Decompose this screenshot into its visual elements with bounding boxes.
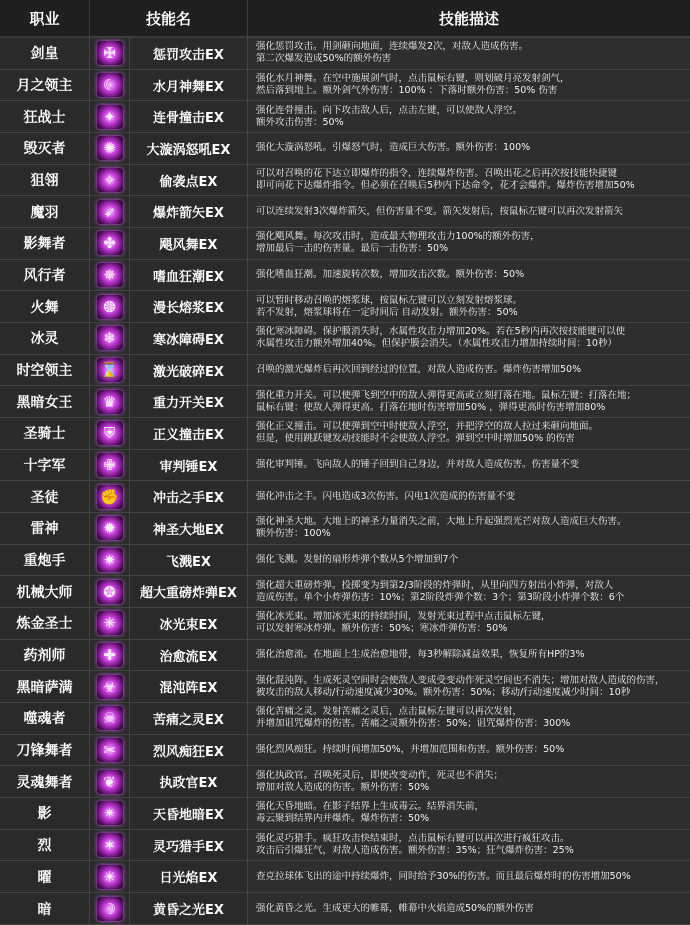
- class-name: 暗: [0, 893, 90, 925]
- description-line: 强化治愈流。在地面上生成治愈地带，每3秒解除减益效果，恢复所有HP的3%: [256, 649, 585, 661]
- skill-name: 飞溅EX: [130, 545, 248, 577]
- skill-icon-cell: [90, 260, 130, 292]
- fist-icon: ✊: [97, 485, 123, 509]
- table-row: [0, 38, 690, 70]
- skill-description: [248, 893, 690, 925]
- ice-icon: ❄: [97, 326, 123, 350]
- class-name: 狙翎: [0, 165, 90, 197]
- table-row: [0, 418, 690, 450]
- class-name: 魔羽: [0, 196, 90, 228]
- description-line: 强化神圣大地。大地上的神圣力量消失之前，大地上升起强烈光芒对敌人造成巨大伤害。: [256, 516, 627, 528]
- skill-name: 审判锤EX: [130, 450, 248, 482]
- table-row: [0, 70, 690, 102]
- chaos-icon: ☣: [97, 675, 123, 699]
- skill-name: 大漩涡怒吼EX: [130, 133, 248, 165]
- skill-description: [248, 608, 690, 640]
- description-line: 强化冰光束。增加冰光束的持续时间，发射光束过程中点击鼠标左键，: [256, 611, 551, 623]
- claw-icon: ✦: [97, 105, 123, 129]
- table-row: [0, 323, 690, 355]
- force-icon: ♛: [97, 390, 123, 414]
- skill-name: 爆炸箭矢EX: [130, 196, 248, 228]
- skill-icon-cell: [90, 703, 130, 735]
- skill-description: [248, 228, 690, 260]
- table-row: [0, 861, 690, 893]
- skill-description: [248, 38, 690, 70]
- skill-icon-cell: [90, 513, 130, 545]
- moon-icon: ☾: [97, 73, 123, 97]
- skill-description: [248, 640, 690, 672]
- skill-icon-cell: [90, 355, 130, 387]
- class-name: 月之领主: [0, 70, 90, 102]
- blade-icon: ✂: [97, 738, 123, 762]
- skill-icon-cell: [90, 830, 130, 862]
- description-line: 第二次爆发造成50%的额外伤害: [256, 53, 392, 65]
- class-name: 时空领主: [0, 355, 90, 387]
- class-name: 噬魂者: [0, 703, 90, 735]
- skill-description: [248, 133, 690, 165]
- description-line: 即可向花下达爆炸指令。但必须在召唤后5秒内下达命令，花才会爆炸。爆炸伤害增加50%: [256, 180, 635, 192]
- description-line: 鼠标右键：使敌人弹得更高。打落在地时伤害增加50% ，弹得更高时伤害增加80%: [256, 401, 606, 413]
- skill-description: [248, 450, 690, 482]
- bomb-icon: ✪: [97, 580, 123, 604]
- class-name: 机械大师: [0, 576, 90, 608]
- description-line: 强化飞溅。发射的扇形炸弹个数从5个增加到7个: [256, 554, 459, 566]
- description-line: 强化烈风痴狂。持续时间增加50%，并增加范围和伤害。额外伤害：50%: [256, 744, 565, 756]
- spirit-icon: ❦: [97, 770, 123, 794]
- skill-description: [248, 671, 690, 703]
- skill-description: [248, 165, 690, 197]
- table-row: [0, 608, 690, 640]
- description-line: 增加最后一击的伤害量。最后一击伤害：50%: [256, 243, 449, 255]
- description-line: 召唤的激光爆炸后再次回到经过的位置，对敌人造成伤害。爆炸伤害增加50%: [256, 364, 582, 376]
- table-row: [0, 196, 690, 228]
- skill-icon-cell: [90, 798, 130, 830]
- description-line: 强化连骨撞击。向下攻击敌人后，点击左键，可以使敌人浮空。: [256, 104, 523, 116]
- skill-icon-cell: [90, 671, 130, 703]
- skill-icon-cell: [90, 386, 130, 418]
- skill-name: 连骨撞击EX: [130, 101, 248, 133]
- hammer-icon: ✙: [97, 453, 123, 477]
- description-line: 强化混沌阵。生成死灵空间时会使敌人变成受变动作死灵空间也不消失；增加对敌人造成的伤害，: [256, 674, 665, 686]
- skill-name: 激光破碎EX: [130, 355, 248, 387]
- skill-icon-cell: [90, 481, 130, 513]
- skill-name: 冲击之手EX: [130, 481, 248, 513]
- skill-name: 神圣大地EX: [130, 513, 248, 545]
- class-name: 曜: [0, 861, 90, 893]
- soul-icon: ☠: [97, 706, 123, 730]
- skill-name: 偷袭点EX: [130, 165, 248, 197]
- dusk-icon: ☽: [97, 897, 123, 921]
- table-row: [0, 260, 690, 292]
- description-line: 攻击后引爆狂气，对敌人造成伤害。额外伤害：35%；狂气爆炸伤害：25%: [256, 845, 574, 857]
- description-line: 可以连续发射3次爆炸箭矢，但伤害量不变。箭矢发射后，按鼠标左键可以再次发射箭矢: [256, 205, 624, 217]
- description-line: 但是，使用跳跃键发动技能时不会使敌人浮空。弹到空中时增加50% 的伤害: [256, 433, 575, 445]
- description-line: 并增加诅咒爆炸的伤害。苦痛之灵额外伤害：50%；诅咒爆炸伤害：300%: [256, 718, 571, 730]
- class-name: 剑皇: [0, 38, 90, 70]
- class-name: 炼金圣士: [0, 608, 90, 640]
- description-line: 强化苦痛之灵。发射苦痛之灵后，点击鼠标左键可以再次发射，: [256, 706, 523, 718]
- whirl-icon: ✵: [97, 263, 123, 287]
- earth-icon: ✹: [97, 516, 123, 540]
- skill-name: 飓风舞EX: [130, 228, 248, 260]
- skill-name: 黄昏之光EX: [130, 893, 248, 925]
- class-name: 十字军: [0, 450, 90, 482]
- class-name: 灵魂舞者: [0, 766, 90, 798]
- skill-icon-cell: [90, 576, 130, 608]
- skill-name: 超大重磅炸弹EX: [130, 576, 248, 608]
- skill-icon-cell: [90, 323, 130, 355]
- skill-description: [248, 196, 690, 228]
- skill-description: [248, 101, 690, 133]
- skill-description: [248, 260, 690, 292]
- table-row: [0, 450, 690, 482]
- skill-name: 水月神舞EX: [130, 70, 248, 102]
- skill-name: 日光焰EX: [130, 861, 248, 893]
- description-line: 增加对敌人造成的伤害。额外伤害：50%: [256, 781, 430, 793]
- table-row: [0, 735, 690, 767]
- class-name: 重炮手: [0, 545, 90, 577]
- skill-icon-cell: [90, 450, 130, 482]
- class-name: 影: [0, 798, 90, 830]
- skill-description: [248, 545, 690, 577]
- table-row: [0, 640, 690, 672]
- class-name: 风行者: [0, 260, 90, 292]
- description-line: 额外攻击伤害：50%: [256, 116, 344, 128]
- skill-description: [248, 735, 690, 767]
- skill-description: [248, 576, 690, 608]
- skill-icon-cell: [90, 133, 130, 165]
- sun-icon: ☀: [97, 865, 123, 889]
- description-line: 查克拉球体飞出的途中持续爆炸，同时给予30%的伤害。而且最后爆炸时的伤害增加50%: [256, 870, 631, 882]
- description-line: 强化飓风舞。每次攻击时，造成最大物理攻击力100%的额外伤害，: [256, 231, 540, 243]
- table-row: [0, 766, 690, 798]
- table-row: [0, 576, 690, 608]
- description-line: 强化寒冰障碍。保护膜消失时，水属性攻击力增加20%。若在5秒内再次按技能键可以使: [256, 326, 626, 338]
- class-name: 圣骑士: [0, 418, 90, 450]
- heal-icon: ✚: [97, 643, 123, 667]
- description-line: 强化冲击之手。闪电造成3次伤害。闪电1次造成的伤害量不变: [256, 490, 516, 502]
- description-line: 被攻击的敌人移动/行动速度减少30%。额外伤害：50%；移动/行动速度减少时间：10秒: [256, 686, 631, 698]
- sword-icon: ✠: [97, 41, 123, 65]
- hunter-icon: ✶: [97, 833, 123, 857]
- skill-description: [248, 418, 690, 450]
- class-name: 圣徒: [0, 481, 90, 513]
- table-row: [0, 671, 690, 703]
- class-name: 影舞者: [0, 228, 90, 260]
- skill-icon-cell: [90, 640, 130, 672]
- skill-name: 重力开关EX: [130, 386, 248, 418]
- class-name: 黑暗萨满: [0, 671, 90, 703]
- class-name: 火舞: [0, 291, 90, 323]
- skill-name: 混沌阵EX: [130, 671, 248, 703]
- class-name: 雷神: [0, 513, 90, 545]
- skill-name: 惩罚攻击EX: [130, 38, 248, 70]
- class-name: 烈: [0, 830, 90, 862]
- table-row: [0, 355, 690, 387]
- table-row: [0, 893, 690, 925]
- skill-name: 执政官EX: [130, 766, 248, 798]
- table-row: [0, 481, 690, 513]
- description-line: 强化审判锤。飞向敌人的锤子回到自己身边，并对敌人造成伤害。伤害量不变: [256, 459, 580, 471]
- class-name: 刀锋舞者: [0, 735, 90, 767]
- description-line: 强化黄昏之光。生成更大的帷幕，帷幕中火焰造成50%的额外伤害: [256, 902, 534, 914]
- skill-icon-cell: [90, 861, 130, 893]
- table-row: [0, 165, 690, 197]
- table-row: [0, 703, 690, 735]
- description-line: 可以对召唤的花下达立即爆炸的指令，连续爆炸伤害。召唤出花之后再次按技能快捷键: [256, 168, 618, 180]
- skill-icon-cell: [90, 766, 130, 798]
- description-line: 强化惩罚攻击。用剑砸向地面，连续爆发2次，对敌人造成伤害。: [256, 41, 529, 53]
- description-line: 强化执政官。召唤死灵后，即使改变动作，死灵也不消失；: [256, 769, 504, 781]
- description-line: 强化灵巧猎手。疯狂攻击快结束时，点击鼠标右键可以再次进行疯狂攻击。: [256, 833, 570, 845]
- table-row: [0, 798, 690, 830]
- skill-icon-cell: [90, 608, 130, 640]
- description-line: 若不发射，熔浆球将在一定时间后 自动发射。额外伤害：50%: [256, 306, 518, 318]
- description-line: 可以发射寒冰炸弹。额外伤害：50%；寒冰炸弹伤害：50%: [256, 623, 508, 635]
- class-name: 毁灭者: [0, 133, 90, 165]
- description-line: 强化正义撞击。可以使弹到空中时使敌人浮空，并把浮空的敌人拉过来砸向地面。: [256, 421, 599, 433]
- description-line: 水属性攻击力额外增加40%。但保护膜会消失。（水属性攻击力增加持续时间：10秒）: [256, 338, 617, 350]
- skill-icon-cell: [90, 196, 130, 228]
- cannon-icon: ✷: [97, 548, 123, 572]
- arrow-icon: ➶: [97, 200, 123, 224]
- skill-name: 灵巧猎手EX: [130, 830, 248, 862]
- time-icon: ⌛: [97, 358, 123, 382]
- description-line: 强化水月神舞。在空中施展剑气时，点击鼠标右键，则划破月亮发射剑气，: [256, 73, 570, 84]
- description-line: 毒云聚到结界内并爆炸。爆炸伤害：50%: [256, 813, 430, 825]
- shield-icon: ⛨: [97, 421, 123, 445]
- table-row: [0, 291, 690, 323]
- description-line: 强化大漩涡怒吼。引爆怒气时，造成巨大伤害。额外伤害：100%: [256, 142, 531, 154]
- skill-name: 漫长熔浆EX: [130, 291, 248, 323]
- beam-icon: ✳: [97, 611, 123, 635]
- description-line: 强化天昏地暗。在影子结界上生成毒云。结界消失前，: [256, 801, 485, 813]
- table-row: [0, 386, 690, 418]
- table-body: [0, 38, 690, 925]
- description-line: 额外伤害：100%: [256, 528, 331, 540]
- table-row: [0, 513, 690, 545]
- skill-description: [248, 291, 690, 323]
- wind-icon: ✤: [97, 231, 123, 255]
- dagger-icon: ✧: [97, 168, 123, 192]
- table-row: [0, 830, 690, 862]
- description-line: 可以暂时移动召唤的熔浆球，按鼠标左键可以立刻发射熔浆球。: [256, 294, 523, 306]
- class-name: 药剂师: [0, 640, 90, 672]
- table-row: [0, 545, 690, 577]
- shadow-icon: ✴: [97, 801, 123, 825]
- skill-description: [248, 766, 690, 798]
- description-line: 强化重力开关。可以使弹飞到空中的敌人弹得更高或立刻打落在地。鼠标左键：打落在地；: [256, 389, 637, 401]
- table-row: [0, 133, 690, 165]
- description-line: 强化超大重磅炸弹。投掷变为到第2/3阶段的炸弹时，从里向四方射出小炸弹，对敌人: [256, 579, 614, 591]
- skill-icon-cell: [90, 735, 130, 767]
- skill-name: 天昏地暗EX: [130, 798, 248, 830]
- skill-icon-cell: [90, 101, 130, 133]
- skill-icon-cell: [90, 545, 130, 577]
- header-skill: 技能名: [90, 0, 248, 38]
- skill-icon-cell: [90, 418, 130, 450]
- class-name: 冰灵: [0, 323, 90, 355]
- skill-name: 寒冰障碍EX: [130, 323, 248, 355]
- skill-description: [248, 513, 690, 545]
- fire-icon: ❂: [97, 295, 123, 319]
- skill-name: 苦痛之灵EX: [130, 703, 248, 735]
- table-row: [0, 101, 690, 133]
- skill-name: 嗜血狂潮EX: [130, 260, 248, 292]
- skill-description: [248, 798, 690, 830]
- skill-description: [248, 355, 690, 387]
- skill-name: 治愈流EX: [130, 640, 248, 672]
- skill-description: [248, 386, 690, 418]
- vortex-icon: ✺: [97, 136, 123, 160]
- skill-icon-cell: [90, 893, 130, 925]
- description-line: 造成伤害。单个小炸弹伤害：10%；第2阶段炸弹个数：3个；第3阶段小炸弹个数：6个: [256, 591, 625, 603]
- skill-description: [248, 703, 690, 735]
- class-name: 黑暗女王: [0, 386, 90, 418]
- header-desc: 技能描述: [248, 0, 690, 38]
- skill-icon-cell: [90, 70, 130, 102]
- skill-name: 正义撞击EX: [130, 418, 248, 450]
- skill-description: [248, 323, 690, 355]
- skill-name: 烈风痴狂EX: [130, 735, 248, 767]
- skill-icon-cell: [90, 228, 130, 260]
- description-line: 然后落到地上。额外剑气外伤害：100% ：下落时额外伤害：50% 伤害: [256, 85, 558, 96]
- table-row: [0, 228, 690, 260]
- skill-description: [248, 861, 690, 893]
- skill-name: 冰光束EX: [130, 608, 248, 640]
- skill-icon-cell: [90, 38, 130, 70]
- table-header: [0, 0, 690, 38]
- skill-description: [248, 70, 690, 102]
- skill-icon-cell: [90, 291, 130, 323]
- skill-description: [248, 481, 690, 513]
- class-name: 狂战士: [0, 101, 90, 133]
- description-line: 强化嗜血狂潮。加速旋转次数，增加攻击次数。额外伤害：50%: [256, 269, 525, 281]
- skill-icon-cell: [90, 165, 130, 197]
- skill-description: [248, 830, 690, 862]
- header-class: 职业: [0, 0, 90, 38]
